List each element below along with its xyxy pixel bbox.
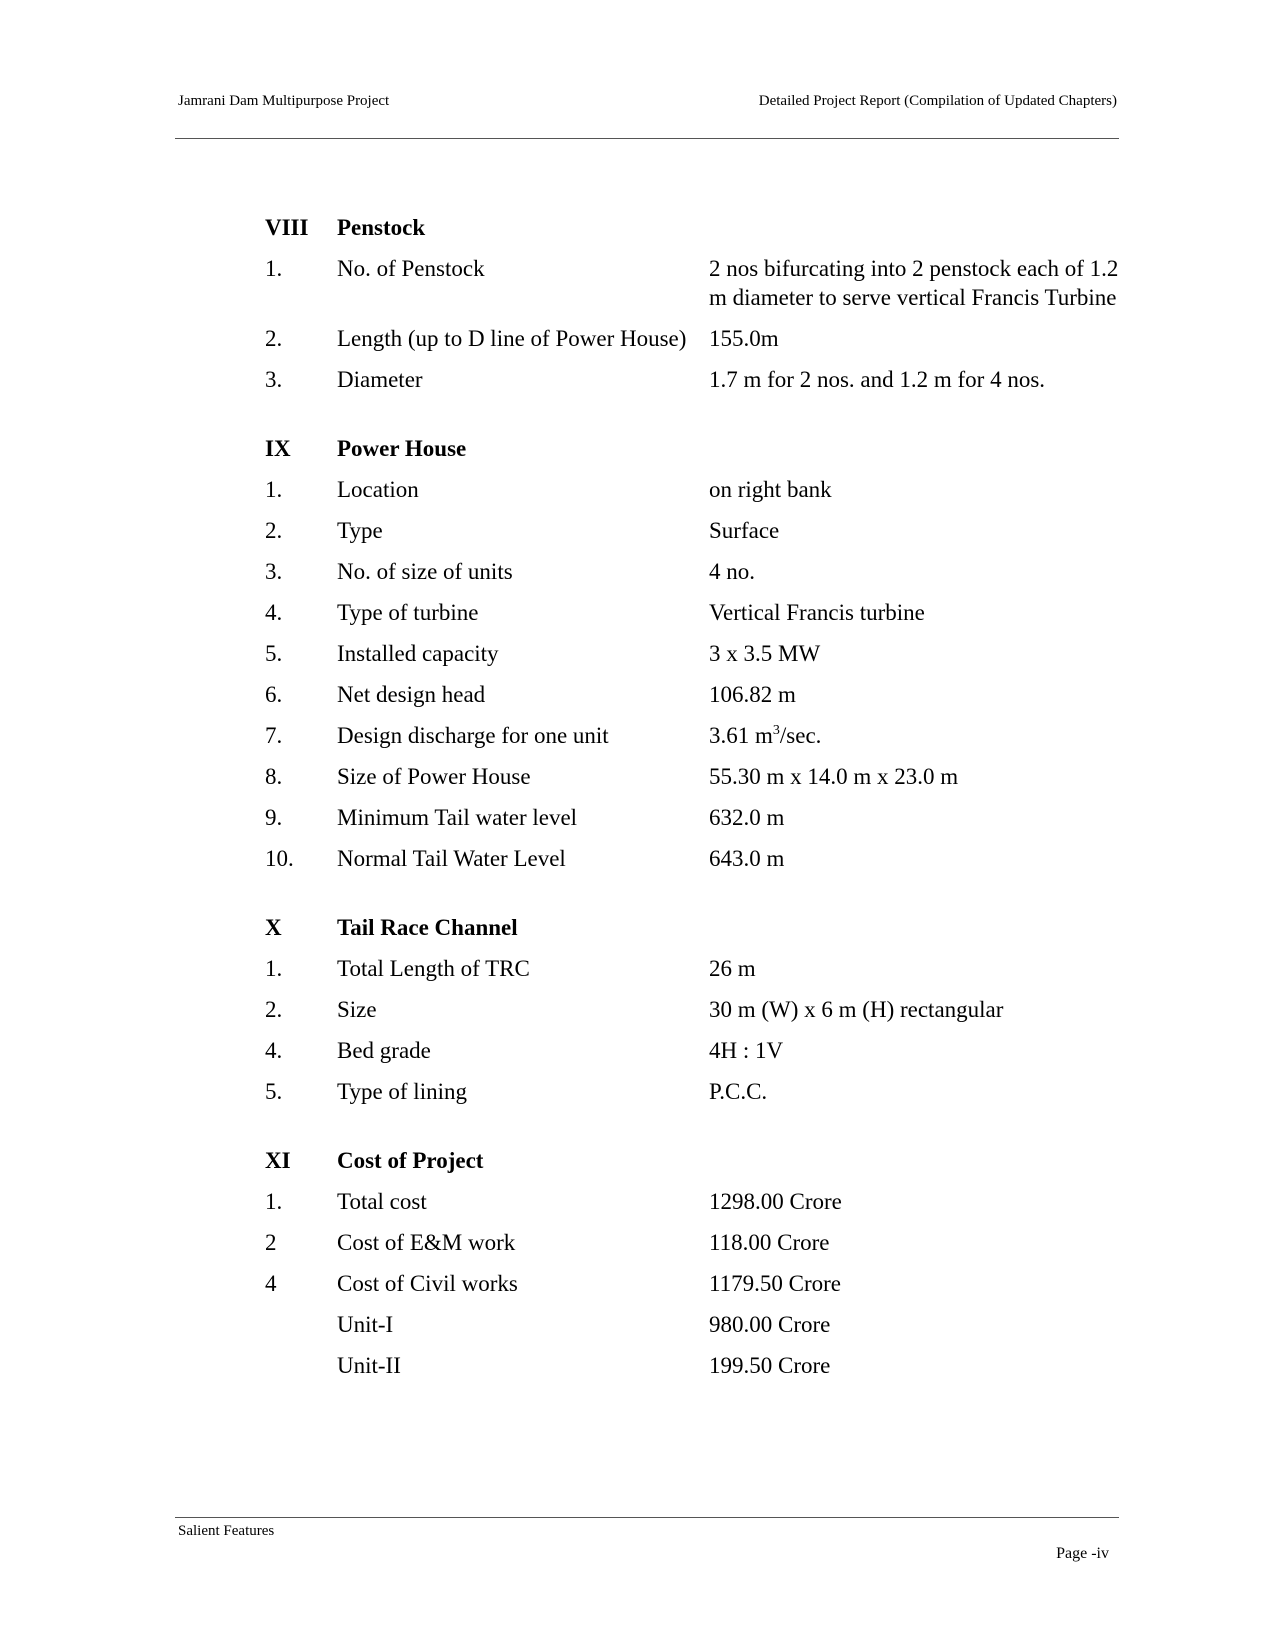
row-number: [265, 1351, 337, 1380]
row-label: Cost of E&M work: [337, 1230, 516, 1255]
row-number: 1.: [265, 956, 283, 981]
footer-divider: [175, 1517, 1119, 1518]
row-number: 1.: [265, 477, 283, 502]
table-row: [265, 1036, 1125, 1065]
row-label: No. of size of units: [337, 559, 513, 584]
discharge-unit: /sec.: [779, 723, 822, 748]
row-value: 199.50 Crore: [709, 1353, 831, 1378]
section-numeral: IX: [265, 436, 291, 461]
table-row: [265, 516, 1125, 545]
section-heading: [265, 213, 1125, 242]
row-value: 26 m: [709, 956, 756, 981]
row-number: 6.: [265, 682, 283, 707]
row-value: 1298.00 Crore: [709, 1189, 842, 1214]
section-title: Power House: [337, 436, 467, 461]
row-number: 2.: [265, 997, 283, 1022]
row-number: 3.: [265, 559, 283, 584]
table-row: [265, 954, 1125, 983]
row-number: [265, 1310, 337, 1339]
section-numeral: XI: [265, 1148, 291, 1173]
row-number: 3.: [265, 367, 283, 392]
section-numeral: VIII: [265, 215, 309, 240]
row-label: Type of lining: [337, 1079, 467, 1104]
table-row: [265, 557, 1125, 586]
row-label: Design discharge for one unit: [337, 723, 609, 748]
footer-section-name: Salient Features: [178, 1523, 275, 1539]
row-value: P.C.C.: [709, 1079, 768, 1104]
header-project-name: Jamrani Dam Multipurpose Project: [178, 93, 390, 109]
table-row: [265, 1269, 1125, 1298]
row-number: 5.: [265, 641, 283, 666]
row-label: Bed grade: [337, 1038, 431, 1063]
row-value: 106.82 m: [709, 682, 796, 707]
cubic-superscript: 3: [772, 723, 780, 738]
row-value: Vertical Francis turbine: [709, 600, 925, 625]
row-label: Size of Power House: [337, 764, 531, 789]
table-row: [265, 762, 1125, 791]
row-value: 118.00 Crore: [709, 1230, 830, 1255]
discharge-value: 3.61 m: [709, 723, 773, 748]
row-number: 1.: [265, 1189, 283, 1214]
row-number: 7.: [265, 723, 283, 748]
row-label: Total Length of TRC: [337, 956, 530, 981]
row-value: 30 m (W) x 6 m (H) rectangular: [709, 997, 1004, 1022]
row-label: Size: [337, 997, 377, 1022]
row-number: 9.: [265, 805, 283, 830]
section-heading: [265, 913, 1125, 942]
header-divider: [175, 138, 1119, 139]
table-row: [265, 995, 1125, 1024]
row-label: Unit-II: [337, 1353, 401, 1378]
section-power-house: [265, 434, 1125, 873]
section-cost: [265, 1146, 1125, 1380]
row-number: 10.: [265, 846, 294, 871]
row-label: Unit-I: [337, 1312, 394, 1337]
table-row: [265, 324, 1125, 353]
section-heading: [265, 434, 1125, 463]
table-row: [265, 1228, 1125, 1257]
section-title: Cost of Project: [337, 1148, 484, 1173]
section-title: Penstock: [337, 215, 426, 240]
header-report-title: Detailed Project Report (Compilation of Updated Chapters): [758, 93, 1117, 109]
table-row: [265, 1077, 1125, 1106]
table-row: [265, 254, 1125, 312]
row-value: 1.7 m for 2 nos. and 1.2 m for 4 nos.: [709, 367, 1046, 392]
table-row: [265, 680, 1125, 709]
row-value: 3 x 3.5 MW: [709, 641, 821, 666]
row-label: Length (up to D line of Power House): [337, 326, 687, 351]
row-value: 1179.50 Crore: [709, 1271, 842, 1296]
row-number: 4: [265, 1271, 277, 1296]
section-penstock: [265, 213, 1125, 394]
section-numeral: X: [265, 915, 282, 940]
row-label: No. of Penstock: [337, 256, 485, 281]
row-number: 2.: [265, 518, 283, 543]
row-label: Cost of Civil works: [337, 1271, 518, 1296]
table-row: [265, 1187, 1125, 1216]
row-value: 4 no.: [709, 559, 755, 584]
row-value: 980.00 Crore: [709, 1312, 831, 1337]
row-value: 155.0m: [709, 326, 779, 351]
table-row: [265, 639, 1125, 668]
table-row: [265, 844, 1125, 873]
row-value: Surface: [709, 518, 780, 543]
table-row: [265, 598, 1125, 627]
row-label: Location: [337, 477, 419, 502]
row-value: 2 nos bifurcating into 2 penstock each of 1.2 m diameter to serve vertical Francis Turbine: [709, 256, 1119, 310]
row-value: 4H : 1V: [709, 1038, 784, 1063]
row-label: Total cost: [337, 1189, 427, 1214]
row-number: 2: [265, 1230, 277, 1255]
row-value: 55.30 m x 14.0 m x 23.0 m: [709, 764, 959, 789]
row-number: 1.: [265, 256, 283, 281]
section-tail-race: [265, 913, 1125, 1106]
section-title: Tail Race Channel: [337, 915, 518, 940]
table-row: [265, 1310, 1125, 1339]
row-number: 8.: [265, 764, 283, 789]
row-number: 4.: [265, 600, 283, 625]
page-number: Page -iv: [1056, 1545, 1109, 1562]
row-value: 643.0 m: [709, 846, 785, 871]
row-label: Normal Tail Water Level: [337, 846, 566, 871]
table-row: [265, 365, 1125, 394]
row-number: 4.: [265, 1038, 283, 1063]
row-number: 2.: [265, 326, 283, 351]
row-value: 632.0 m: [709, 805, 785, 830]
row-value: on right bank: [709, 477, 832, 502]
row-label: Minimum Tail water level: [337, 805, 578, 830]
row-label: Type of turbine: [337, 600, 479, 625]
salient-features-content: [265, 213, 1125, 1420]
row-label: Net design head: [337, 682, 486, 707]
table-row: [265, 475, 1125, 504]
row-label: Installed capacity: [337, 641, 499, 666]
section-heading: [265, 1146, 1125, 1175]
row-label: Diameter: [337, 367, 423, 392]
table-row: [265, 1351, 1125, 1380]
row-label: Type: [337, 518, 383, 543]
table-row: [265, 721, 1125, 750]
row-number: 5.: [265, 1079, 283, 1104]
table-row: [265, 803, 1125, 832]
row-value: [709, 721, 1119, 750]
